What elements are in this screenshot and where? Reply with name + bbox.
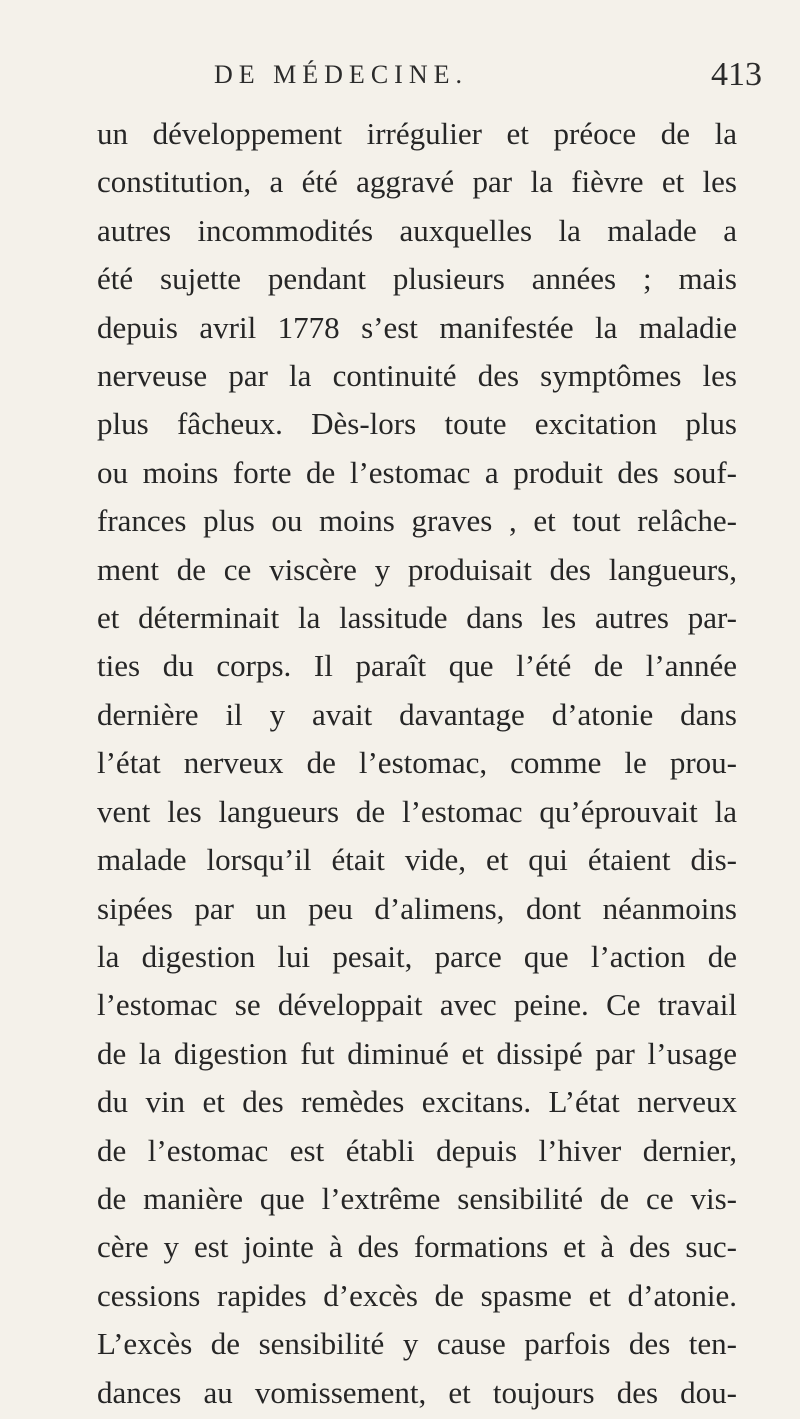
text-line: et déterminait la lassitude dans les autres par- — [97, 600, 737, 636]
text-line: la digestion lui pesait, parce que l’action de — [97, 938, 737, 974]
page-number: 413 — [711, 56, 762, 93]
text-line: constitution, a été aggravé par la fièvre et les — [97, 164, 737, 200]
text-line: depuis avril 1778 s’est manifestée la maladie — [97, 309, 737, 345]
text-line: cère y est jointe à des formations et à des suc- — [97, 1229, 737, 1265]
text-line: frances plus ou moins graves , et tout relâche- — [97, 503, 737, 539]
running-head: DE MÉDECINE. — [214, 60, 468, 89]
text-line: vent les langueurs de l’estomac qu’éprouvait la — [97, 793, 737, 829]
text-line: l’état nerveux de l’estomac, comme le prou- — [97, 745, 737, 781]
text-line: nerveuse par la continuité des symptômes les — [97, 358, 737, 394]
text-line: ment de ce viscère y produisait des langueurs, — [97, 551, 737, 587]
text-line: l’estomac se développait avec peine. Ce travail — [97, 987, 737, 1023]
text-line: plus fâcheux. Dès-lors toute excitation plus — [97, 406, 737, 442]
text-line: du vin et des remèdes excitans. L’état nerveux — [97, 1084, 737, 1120]
text-line: ties du corps. Il paraît que l’été de l’année — [97, 648, 737, 684]
text-line: dernière il y avait davantage d’atonie dans — [97, 696, 737, 732]
text-line: cessions rapides d’excès de spasme et d’atonie. — [97, 1277, 737, 1313]
body-paragraph — [97, 110, 737, 1417]
text-line: un développement irrégulier et préoce de la — [97, 116, 737, 151]
text-line: sipées par un peu d’alimens, dont néanmoins — [97, 890, 737, 926]
text-line: malade lorsqu’il était vide, et qui étaient dis- — [97, 842, 737, 878]
text-line: ou moins forte de l’estomac a produit des souf- — [97, 454, 737, 490]
text-line: de l’estomac est établi depuis l’hiver dernier, — [97, 1132, 737, 1168]
text-line: de manière que l’extrême sensibilité de ce vis- — [97, 1180, 737, 1216]
text-line: été sujette pendant plusieurs années ; mais — [97, 261, 737, 297]
text-line: dances au vomissement, et toujours des dou- — [97, 1374, 737, 1410]
text-line: L’excès de sensibilité y cause parfois des ten- — [97, 1326, 737, 1362]
page-header — [90, 56, 770, 110]
text-line: autres incommodités auxquelles la malade a — [97, 212, 737, 248]
text-line: de la digestion fut diminué et dissipé par l’usage — [97, 1035, 737, 1071]
